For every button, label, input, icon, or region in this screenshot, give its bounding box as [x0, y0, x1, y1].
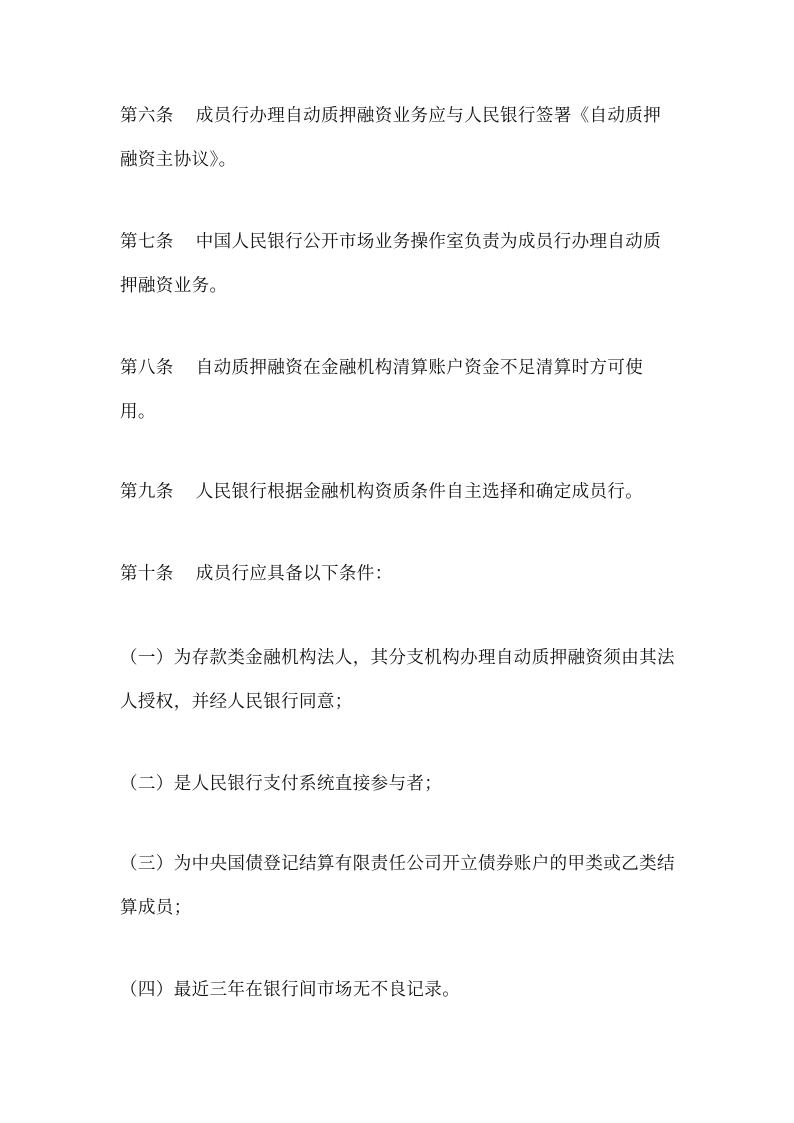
article-9	[120, 470, 676, 514]
article-6	[120, 94, 676, 182]
article-8	[120, 346, 676, 434]
article-text: 成员行应具备以下条件：	[195, 564, 393, 584]
condition-item-4: （四）最近三年在银行间市场无不良记录。	[120, 980, 461, 1000]
article-text: 成员行办理自动质押融资业务应与人民银行签署《自动质押融资主协议》。	[120, 106, 662, 170]
article-text: 中国人民银行公开市场业务操作室负责为成员行办理自动质押融资业务。	[120, 232, 662, 296]
article-10	[120, 552, 676, 596]
article-text: 人民银行根据金融机构资质条件自主选择和确定成员行。	[195, 482, 644, 502]
article-number: 第十条	[120, 564, 174, 584]
condition-item-2: （二）是人民银行支付系统直接参与者；	[120, 774, 443, 794]
article-number: 第九条	[120, 482, 174, 502]
article-number: 第七条	[120, 232, 174, 252]
article-number: 第六条	[120, 106, 174, 126]
condition-item-3: （三）为中央国债登记结算有限责任公司开立债券账户的甲类或乙类结算成员；	[120, 854, 675, 918]
article-text: 自动质押融资在金融机构清算账户资金不足清算时方可使用。	[120, 358, 644, 422]
article-7	[120, 220, 676, 308]
condition-item-1: （一）为存款类金融机构法人，其分支机构办理自动质押融资须由其法人授权，并经人民银行同意；	[120, 648, 675, 712]
article-number: 第八条	[120, 358, 174, 378]
